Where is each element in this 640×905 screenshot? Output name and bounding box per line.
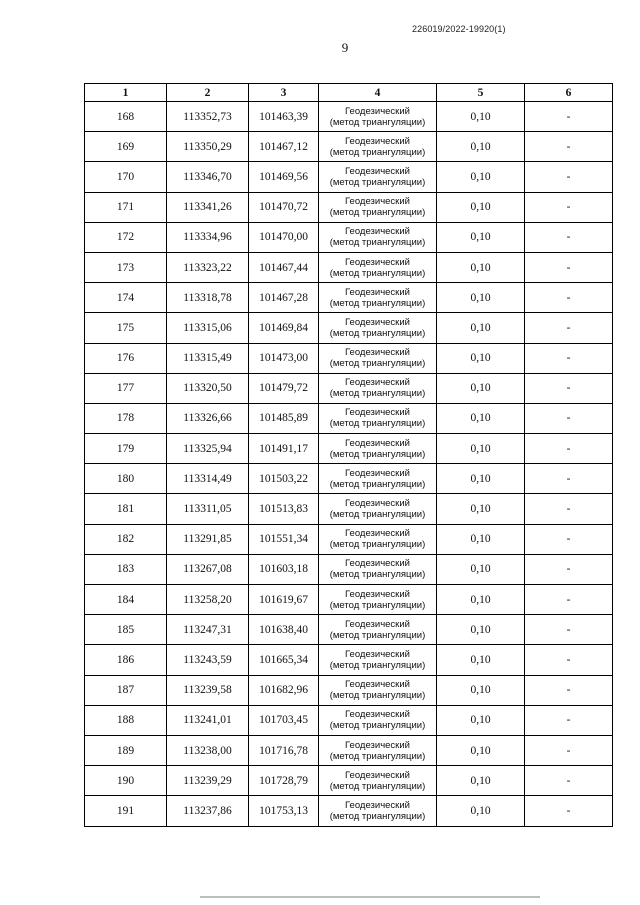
column-header-3: 3: [249, 84, 319, 102]
coordinates-table: [84, 83, 613, 827]
method-cell: [319, 766, 437, 796]
table-row: [85, 766, 613, 796]
y-coordinate-cell: 101619,67: [249, 585, 319, 615]
table-row: [85, 192, 613, 222]
method-name: Геодезический: [345, 316, 410, 328]
accuracy-cell: 0,10: [437, 434, 525, 464]
table-row: [85, 796, 613, 826]
y-coordinate-cell: 101603,18: [249, 554, 319, 584]
y-coordinate-cell: 101470,72: [249, 192, 319, 222]
point-number-cell: 179: [85, 434, 167, 464]
method-detail: (метод триангуляции): [329, 509, 426, 521]
table-row: [85, 524, 613, 554]
note-cell: -: [525, 192, 613, 222]
x-coordinate-cell: 113243,59: [167, 645, 249, 675]
note-cell: -: [525, 434, 613, 464]
x-coordinate-cell: 113315,06: [167, 313, 249, 343]
point-number-cell: 178: [85, 403, 167, 433]
table-row: [85, 132, 613, 162]
x-coordinate-cell: 113311,05: [167, 494, 249, 524]
method-cell: [319, 615, 437, 645]
method-cell: [319, 675, 437, 705]
table-row: [85, 313, 613, 343]
method-name: Геодезический: [345, 165, 410, 177]
note-cell: -: [525, 705, 613, 735]
note-cell: -: [525, 494, 613, 524]
x-coordinate-cell: 113237,86: [167, 796, 249, 826]
table-row: [85, 162, 613, 192]
point-number-cell: 186: [85, 645, 167, 675]
y-coordinate-cell: 101503,22: [249, 464, 319, 494]
x-coordinate-cell: 113247,31: [167, 615, 249, 645]
y-coordinate-cell: 101467,28: [249, 283, 319, 313]
method-name: Геодезический: [345, 739, 410, 751]
column-header-1: 1: [85, 84, 167, 102]
y-coordinate-cell: 101479,72: [249, 373, 319, 403]
note-cell: -: [525, 524, 613, 554]
accuracy-cell: 0,10: [437, 554, 525, 584]
method-name: Геодезический: [345, 407, 410, 419]
y-coordinate-cell: 101703,45: [249, 705, 319, 735]
point-number-cell: 173: [85, 252, 167, 282]
point-number-cell: 185: [85, 615, 167, 645]
method-detail: (метод триангуляции): [329, 146, 426, 158]
y-coordinate-cell: 101467,12: [249, 132, 319, 162]
column-header-6: 6: [525, 84, 613, 102]
point-number-cell: 180: [85, 464, 167, 494]
x-coordinate-cell: 113315,49: [167, 343, 249, 373]
method-cell: [319, 494, 437, 524]
accuracy-cell: 0,10: [437, 132, 525, 162]
table-row: [85, 373, 613, 403]
method-detail: (метод триангуляции): [329, 569, 426, 581]
y-coordinate-cell: 101491,17: [249, 434, 319, 464]
method-name: Геодезический: [345, 256, 410, 268]
x-coordinate-cell: 113291,85: [167, 524, 249, 554]
note-cell: -: [525, 132, 613, 162]
x-coordinate-cell: 113238,00: [167, 735, 249, 765]
note-cell: -: [525, 252, 613, 282]
table-row: [85, 403, 613, 433]
method-detail: (метод триангуляции): [329, 388, 426, 400]
accuracy-cell: 0,10: [437, 585, 525, 615]
table-row: [85, 705, 613, 735]
method-cell: [319, 796, 437, 826]
x-coordinate-cell: 113352,73: [167, 102, 249, 132]
method-detail: (метод триангуляции): [329, 690, 426, 702]
column-header-5: 5: [437, 84, 525, 102]
method-name: Геодезический: [345, 709, 410, 721]
table-row: [85, 645, 613, 675]
method-cell: [319, 735, 437, 765]
method-cell: [319, 403, 437, 433]
method-detail: (метод триангуляции): [329, 297, 426, 309]
note-cell: -: [525, 162, 613, 192]
accuracy-cell: 0,10: [437, 524, 525, 554]
y-coordinate-cell: 101469,56: [249, 162, 319, 192]
accuracy-cell: 0,10: [437, 735, 525, 765]
method-name: Геодезический: [345, 377, 410, 389]
accuracy-cell: 0,10: [437, 615, 525, 645]
note-cell: -: [525, 766, 613, 796]
y-coordinate-cell: 101728,79: [249, 766, 319, 796]
point-number-cell: 182: [85, 524, 167, 554]
method-cell: [319, 132, 437, 162]
method-name: Геодезический: [345, 528, 410, 540]
table-row: [85, 675, 613, 705]
accuracy-cell: 0,10: [437, 343, 525, 373]
y-coordinate-cell: 101551,34: [249, 524, 319, 554]
method-name: Геодезический: [345, 135, 410, 147]
method-name: Геодезический: [345, 196, 410, 208]
y-coordinate-cell: 101463,39: [249, 102, 319, 132]
method-detail: (метод триангуляции): [329, 750, 426, 762]
y-coordinate-cell: 101485,89: [249, 403, 319, 433]
note-cell: -: [525, 102, 613, 132]
accuracy-cell: 0,10: [437, 192, 525, 222]
table-row: [85, 735, 613, 765]
method-cell: [319, 585, 437, 615]
note-cell: -: [525, 796, 613, 826]
point-number-cell: 191: [85, 796, 167, 826]
method-detail: (метод триангуляции): [329, 478, 426, 490]
note-cell: -: [525, 735, 613, 765]
table-row: [85, 434, 613, 464]
method-detail: (метод триангуляции): [329, 448, 426, 460]
x-coordinate-cell: 113239,29: [167, 766, 249, 796]
method-detail: (метод триангуляции): [329, 780, 426, 792]
method-name: Геодезический: [345, 799, 410, 811]
method-name: Геодезический: [345, 286, 410, 298]
note-cell: -: [525, 675, 613, 705]
point-number-cell: 188: [85, 705, 167, 735]
point-number-cell: 190: [85, 766, 167, 796]
y-coordinate-cell: 101665,34: [249, 645, 319, 675]
page-number: 9: [341, 40, 349, 55]
note-cell: -: [525, 645, 613, 675]
x-coordinate-cell: 113318,78: [167, 283, 249, 313]
table-row: [85, 494, 613, 524]
method-cell: [319, 102, 437, 132]
note-cell: -: [525, 283, 613, 313]
x-coordinate-cell: 113346,70: [167, 162, 249, 192]
table-row: [85, 585, 613, 615]
accuracy-cell: 0,10: [437, 464, 525, 494]
accuracy-cell: 0,10: [437, 494, 525, 524]
y-coordinate-cell: 101753,13: [249, 796, 319, 826]
method-cell: [319, 343, 437, 373]
column-header-4: 4: [319, 84, 437, 102]
point-number-cell: 184: [85, 585, 167, 615]
method-detail: (метод триангуляции): [329, 539, 426, 551]
x-coordinate-cell: 113314,49: [167, 464, 249, 494]
x-coordinate-cell: 113350,29: [167, 132, 249, 162]
scan-edge-artifact: [200, 896, 540, 902]
table-row: [85, 343, 613, 373]
point-number-cell: 177: [85, 373, 167, 403]
accuracy-cell: 0,10: [437, 162, 525, 192]
x-coordinate-cell: 113320,50: [167, 373, 249, 403]
method-detail: (метод триангуляции): [329, 629, 426, 641]
method-detail: (метод триангуляции): [329, 810, 426, 822]
x-coordinate-cell: 113267,08: [167, 554, 249, 584]
y-coordinate-cell: 101467,44: [249, 252, 319, 282]
method-name: Геодезический: [345, 618, 410, 630]
y-coordinate-cell: 101470,00: [249, 222, 319, 252]
method-detail: (метод триангуляции): [329, 176, 426, 188]
accuracy-cell: 0,10: [437, 675, 525, 705]
method-detail: (метод триангуляции): [329, 599, 426, 611]
method-name: Геодезический: [345, 226, 410, 238]
accuracy-cell: 0,10: [437, 766, 525, 796]
method-detail: (метод триангуляции): [329, 720, 426, 732]
accuracy-cell: 0,10: [437, 373, 525, 403]
x-coordinate-cell: 113258,20: [167, 585, 249, 615]
method-name: Геодезический: [345, 648, 410, 660]
method-name: Геодезический: [345, 467, 410, 479]
x-coordinate-cell: 113341,26: [167, 192, 249, 222]
table-row: [85, 283, 613, 313]
y-coordinate-cell: 101716,78: [249, 735, 319, 765]
table-row: [85, 464, 613, 494]
x-coordinate-cell: 113325,94: [167, 434, 249, 464]
point-number-cell: 183: [85, 554, 167, 584]
point-number-cell: 175: [85, 313, 167, 343]
method-cell: [319, 192, 437, 222]
method-detail: (метод триангуляции): [329, 207, 426, 219]
method-name: Геодезический: [345, 437, 410, 449]
method-detail: (метод триангуляции): [329, 237, 426, 249]
method-cell: [319, 283, 437, 313]
method-cell: [319, 554, 437, 584]
point-number-cell: 174: [85, 283, 167, 313]
note-cell: -: [525, 222, 613, 252]
method-detail: (метод триангуляции): [329, 116, 426, 128]
accuracy-cell: 0,10: [437, 252, 525, 282]
y-coordinate-cell: 101473,00: [249, 343, 319, 373]
accuracy-cell: 0,10: [437, 283, 525, 313]
x-coordinate-cell: 113326,66: [167, 403, 249, 433]
point-number-cell: 187: [85, 675, 167, 705]
method-cell: [319, 434, 437, 464]
method-cell: [319, 222, 437, 252]
table-row: [85, 554, 613, 584]
document-registration-number: 226019/2022-19920(1): [412, 24, 506, 34]
accuracy-cell: 0,10: [437, 403, 525, 433]
method-detail: (метод триангуляции): [329, 327, 426, 339]
point-number-cell: 181: [85, 494, 167, 524]
method-name: Геодезический: [345, 588, 410, 600]
note-cell: -: [525, 615, 613, 645]
y-coordinate-cell: 101469,84: [249, 313, 319, 343]
x-coordinate-cell: 113241,01: [167, 705, 249, 735]
y-coordinate-cell: 101682,96: [249, 675, 319, 705]
x-coordinate-cell: 113239,58: [167, 675, 249, 705]
method-name: Геодезический: [345, 498, 410, 510]
method-name: Геодезический: [345, 769, 410, 781]
note-cell: -: [525, 373, 613, 403]
note-cell: -: [525, 343, 613, 373]
method-cell: [319, 464, 437, 494]
method-cell: [319, 645, 437, 675]
point-number-cell: 169: [85, 132, 167, 162]
accuracy-cell: 0,10: [437, 102, 525, 132]
x-coordinate-cell: 113323,22: [167, 252, 249, 282]
method-cell: [319, 252, 437, 282]
note-cell: -: [525, 403, 613, 433]
y-coordinate-cell: 101513,83: [249, 494, 319, 524]
column-header-2: 2: [167, 84, 249, 102]
y-coordinate-cell: 101638,40: [249, 615, 319, 645]
method-detail: (метод триангуляции): [329, 267, 426, 279]
point-number-cell: 172: [85, 222, 167, 252]
table-header-row: [85, 84, 613, 102]
point-number-cell: 171: [85, 192, 167, 222]
accuracy-cell: 0,10: [437, 796, 525, 826]
accuracy-cell: 0,10: [437, 313, 525, 343]
method-cell: [319, 705, 437, 735]
table-row: [85, 222, 613, 252]
accuracy-cell: 0,10: [437, 222, 525, 252]
x-coordinate-cell: 113334,96: [167, 222, 249, 252]
table-row: [85, 102, 613, 132]
accuracy-cell: 0,10: [437, 705, 525, 735]
method-name: Геодезический: [345, 558, 410, 570]
note-cell: -: [525, 464, 613, 494]
note-cell: -: [525, 554, 613, 584]
method-name: Геодезический: [345, 105, 410, 117]
point-number-cell: 170: [85, 162, 167, 192]
table-body: [85, 102, 613, 827]
method-cell: [319, 524, 437, 554]
note-cell: -: [525, 585, 613, 615]
table-row: [85, 252, 613, 282]
method-detail: (метод триангуляции): [329, 659, 426, 671]
method-name: Геодезический: [345, 679, 410, 691]
point-number-cell: 168: [85, 102, 167, 132]
method-detail: (метод триангуляции): [329, 418, 426, 430]
method-cell: [319, 313, 437, 343]
point-number-cell: 189: [85, 735, 167, 765]
method-cell: [319, 373, 437, 403]
point-number-cell: 176: [85, 343, 167, 373]
note-cell: -: [525, 313, 613, 343]
method-detail: (метод триангуляции): [329, 358, 426, 370]
method-cell: [319, 162, 437, 192]
table-row: [85, 615, 613, 645]
accuracy-cell: 0,10: [437, 645, 525, 675]
method-name: Геодезический: [345, 347, 410, 359]
